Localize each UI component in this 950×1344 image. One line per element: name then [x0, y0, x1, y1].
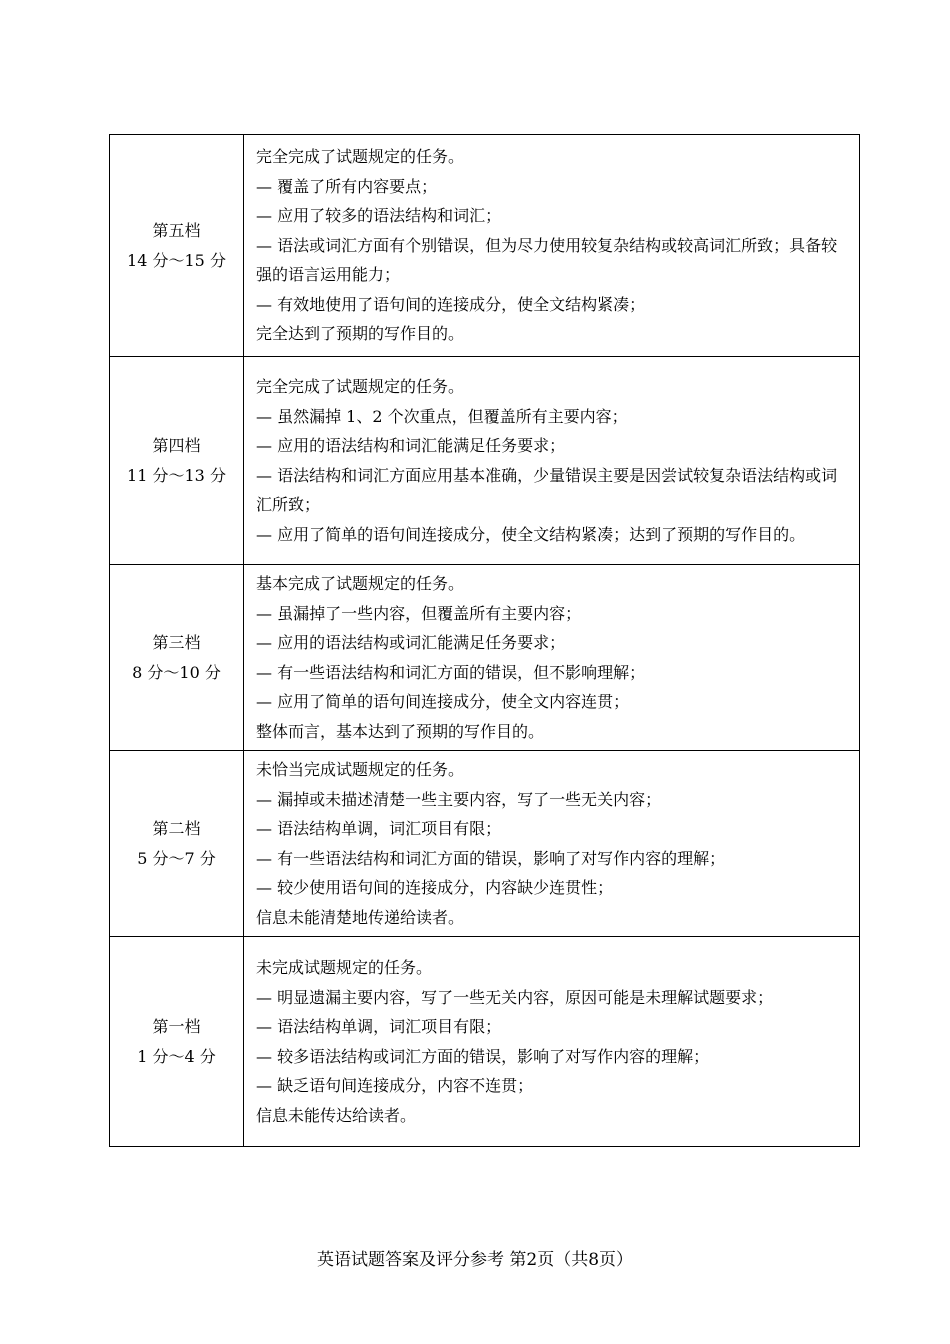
grade-level-label: 第一档	[152, 1016, 201, 1036]
description-line: 未恰当完成试题规定的任务。	[256, 760, 465, 779]
grade-description	[244, 937, 860, 1147]
description-line: — 有一些语法结构和词汇方面的错误，影响了对写作内容的理解；	[256, 848, 726, 868]
description-line: — 应用了简单的语句间连接成分，使全文结构紧凑；达到了预期的写作目的。	[256, 524, 806, 544]
grade-description	[244, 565, 860, 751]
description-line: — 语法结构单调，词汇项目有限；	[256, 1017, 502, 1036]
description-line: — 虽漏掉了一些内容，但覆盖所有主要内容；	[256, 603, 582, 623]
description-line: — 应用了较多的语法结构和词汇；	[256, 206, 502, 226]
grade-description	[244, 357, 860, 565]
description-line: 基本完成了试题规定的任务。	[256, 574, 465, 593]
description-line: — 应用的语法结构或词汇能满足任务要求；	[256, 633, 566, 652]
description-line: 完全完成了试题规定的任务。	[256, 147, 465, 167]
grade-level-label: 第二档	[152, 818, 201, 838]
description-line: 完全达到了预期的写作目的。	[256, 324, 465, 344]
scoring-rubric-table	[109, 134, 860, 1147]
description-line: — 较少使用语句间的连接成分，内容缺少连贯性；	[256, 878, 614, 897]
grade-level-label: 第五档	[152, 220, 201, 240]
description-line: 整体而言，基本达到了预期的写作目的。	[256, 721, 545, 741]
description-line: 信息未能传达给读者。	[256, 1105, 417, 1125]
grade-score-range: 11 分～13 分	[127, 465, 226, 485]
description-line: — 语法结构和词汇方面应用基本准确，少量错误主要是因尝试较复杂语法结构或词汇所致；	[256, 465, 838, 514]
description-line: — 语法结构单调，词汇项目有限；	[256, 819, 502, 838]
grade-level-label: 第四档	[152, 435, 201, 455]
description-line: — 应用了简单的语句间连接成分，使全文内容连贯；	[256, 692, 630, 711]
rubric-row-level-1	[110, 937, 860, 1147]
grade-cell	[110, 565, 244, 751]
rubric-row-level-3	[110, 565, 860, 751]
grade-cell	[110, 135, 244, 357]
description-line: — 较多语法结构或词汇方面的错误，影响了对写作内容的理解；	[256, 1046, 710, 1066]
description-line: 信息未能清楚地传递给读者。	[256, 907, 465, 927]
description-line: — 有效地使用了语句间的连接成分，使全文结构紧凑；	[256, 294, 646, 314]
grade-cell	[110, 751, 244, 937]
rubric-row-level-2	[110, 751, 860, 937]
page-footer: 英语试题答案及评分参考 第2页（共8页）	[316, 1250, 634, 1270]
grade-score-range: 5 分～7 分	[137, 848, 216, 868]
rubric-row-level-4	[110, 357, 860, 565]
description-line: 完全完成了试题规定的任务。	[256, 377, 465, 396]
description-line: 未完成试题规定的任务。	[256, 958, 433, 977]
grade-level-label: 第三档	[152, 632, 201, 652]
grade-description	[244, 751, 860, 937]
grade-score-range: 1 分～4 分	[137, 1046, 216, 1066]
description-line: — 明显遗漏主要内容，写了一些无关内容，原因可能是未理解试题要求；	[256, 987, 774, 1007]
description-line: — 应用的语法结构和词汇能满足任务要求；	[256, 436, 566, 455]
grade-score-range: 14 分～15 分	[127, 250, 226, 270]
grade-description	[244, 135, 860, 357]
description-line: — 语法或词汇方面有个别错误，但为尽力使用较复杂结构或较高词汇所致；具备较强的语言运用能力；	[256, 235, 838, 285]
description-line: — 漏掉或未描述清楚一些主要内容，写了一些无关内容；	[256, 789, 662, 809]
grade-score-range: 8 分～10 分	[132, 662, 221, 682]
grade-cell	[110, 357, 244, 565]
description-line: — 虽然漏掉 1、2 个次重点，但覆盖所有主要内容；	[256, 406, 628, 426]
description-line: — 有一些语法结构和词汇方面的错误，但不影响理解；	[256, 662, 646, 682]
grade-cell	[110, 937, 244, 1147]
rubric-row-level-5	[110, 135, 860, 357]
description-line: — 缺乏语句间连接成分，内容不连贯；	[256, 1076, 534, 1095]
description-line: — 覆盖了所有内容要点；	[256, 176, 438, 196]
